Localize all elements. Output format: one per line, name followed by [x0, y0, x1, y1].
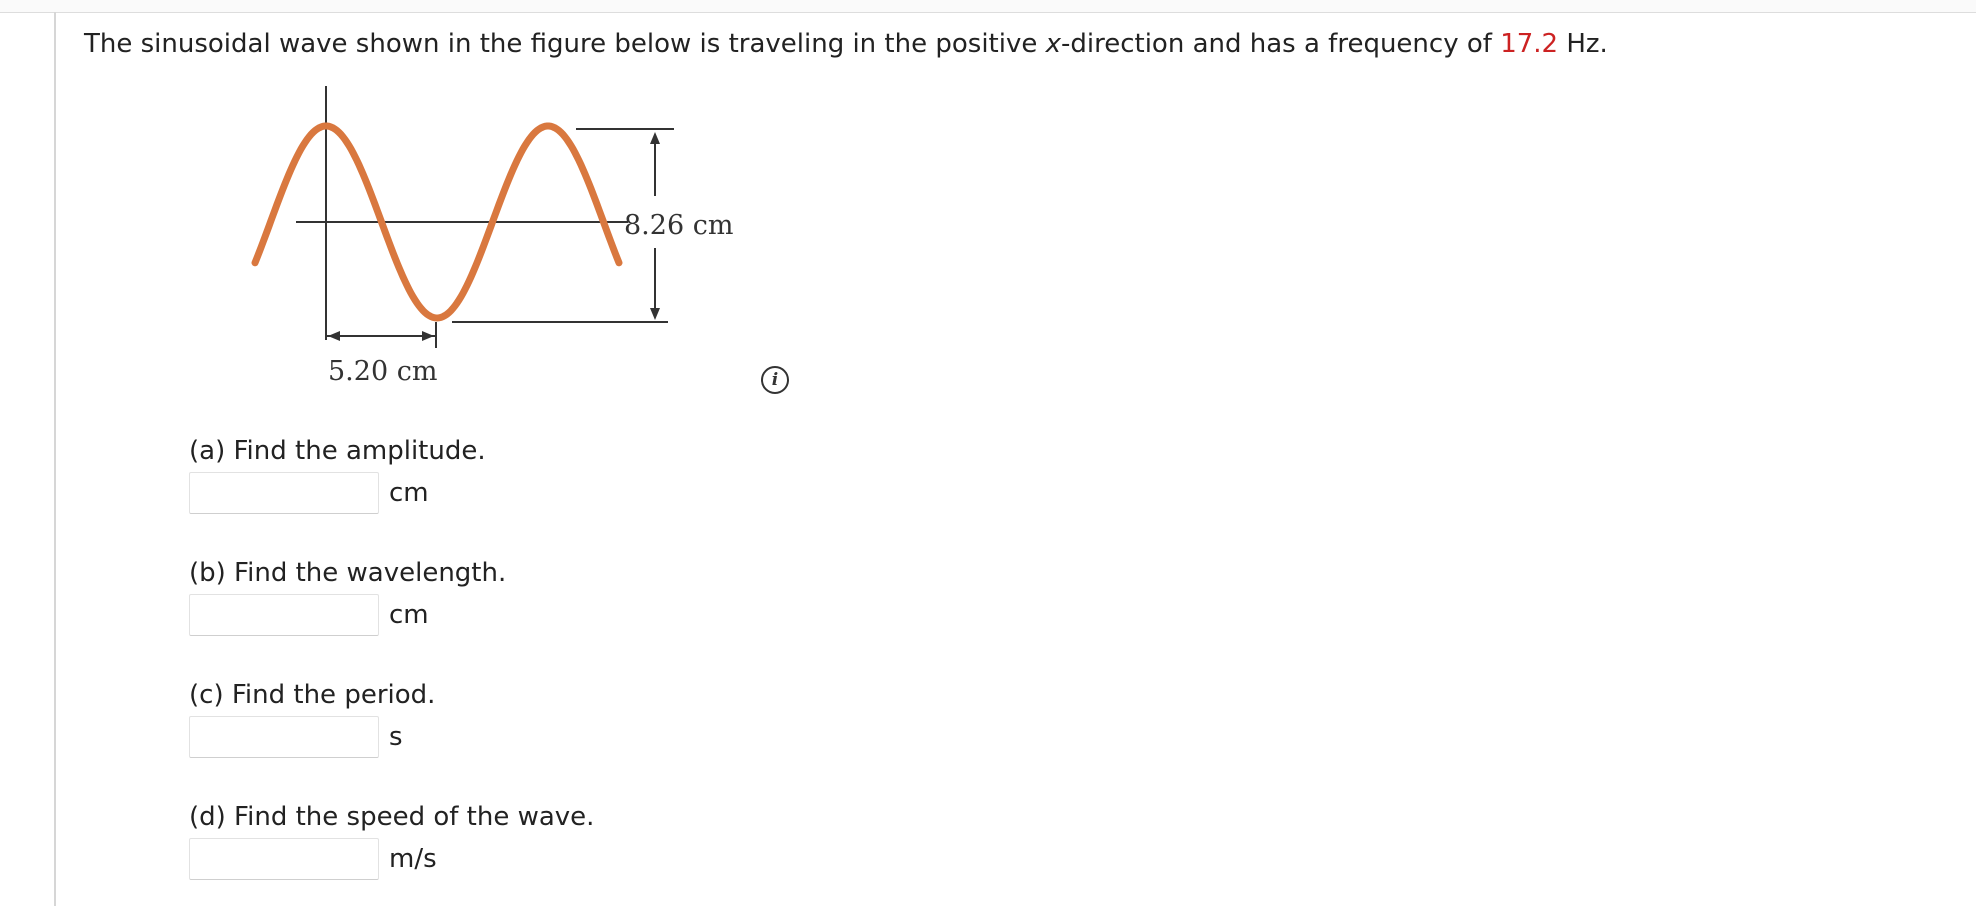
problem-statement — [84, 26, 1608, 62]
part-b-answer-row — [189, 594, 506, 636]
amplitude-input[interactable] — [189, 472, 379, 514]
part-b — [189, 556, 506, 636]
height-arrowhead-top — [650, 132, 660, 144]
part-d-answer-row — [189, 838, 594, 880]
spacing-arrowhead-left — [328, 331, 340, 341]
speed-input[interactable] — [189, 838, 379, 880]
wavelength-input[interactable] — [189, 594, 379, 636]
part-a — [189, 434, 486, 514]
left-divider — [54, 12, 56, 906]
wave-diagram — [240, 80, 760, 400]
part-c-question: (c) Find the period. — [189, 680, 436, 710]
part-c-answer-row — [189, 716, 435, 758]
part-a-answer-row — [189, 472, 486, 514]
height-arrowhead-bottom — [650, 308, 660, 320]
problem-text-middle: -direction and has a frequency of — [1061, 29, 1501, 59]
problem-variable: x — [1045, 29, 1061, 59]
info-icon[interactable]: i — [761, 366, 789, 394]
part-d-unit: m/s — [389, 844, 437, 874]
part-a-question: (a) Find the amplitude. — [189, 436, 486, 466]
period-input[interactable] — [189, 716, 379, 758]
part-b-unit: cm — [389, 600, 429, 630]
problem-text-before: The sinusoidal wave shown in the figure below is traveling in the positive — [84, 29, 1046, 59]
top-divider — [0, 0, 1976, 13]
part-a-unit: cm — [389, 478, 429, 508]
part-c-unit: s — [389, 722, 403, 752]
problem-text-after: Hz. — [1558, 29, 1608, 59]
wave-figure — [240, 80, 760, 404]
part-d — [189, 800, 594, 880]
amplitude-label: 8.26 cm — [624, 210, 734, 241]
part-b-question: (b) Find the wavelength. — [189, 558, 507, 588]
part-d-question: (d) Find the speed of the wave. — [189, 802, 595, 832]
spacing-arrowhead-right — [422, 331, 434, 341]
frequency-value: 17.2 — [1500, 29, 1559, 59]
part-c — [189, 678, 435, 758]
spacing-label: 5.20 cm — [328, 356, 438, 387]
